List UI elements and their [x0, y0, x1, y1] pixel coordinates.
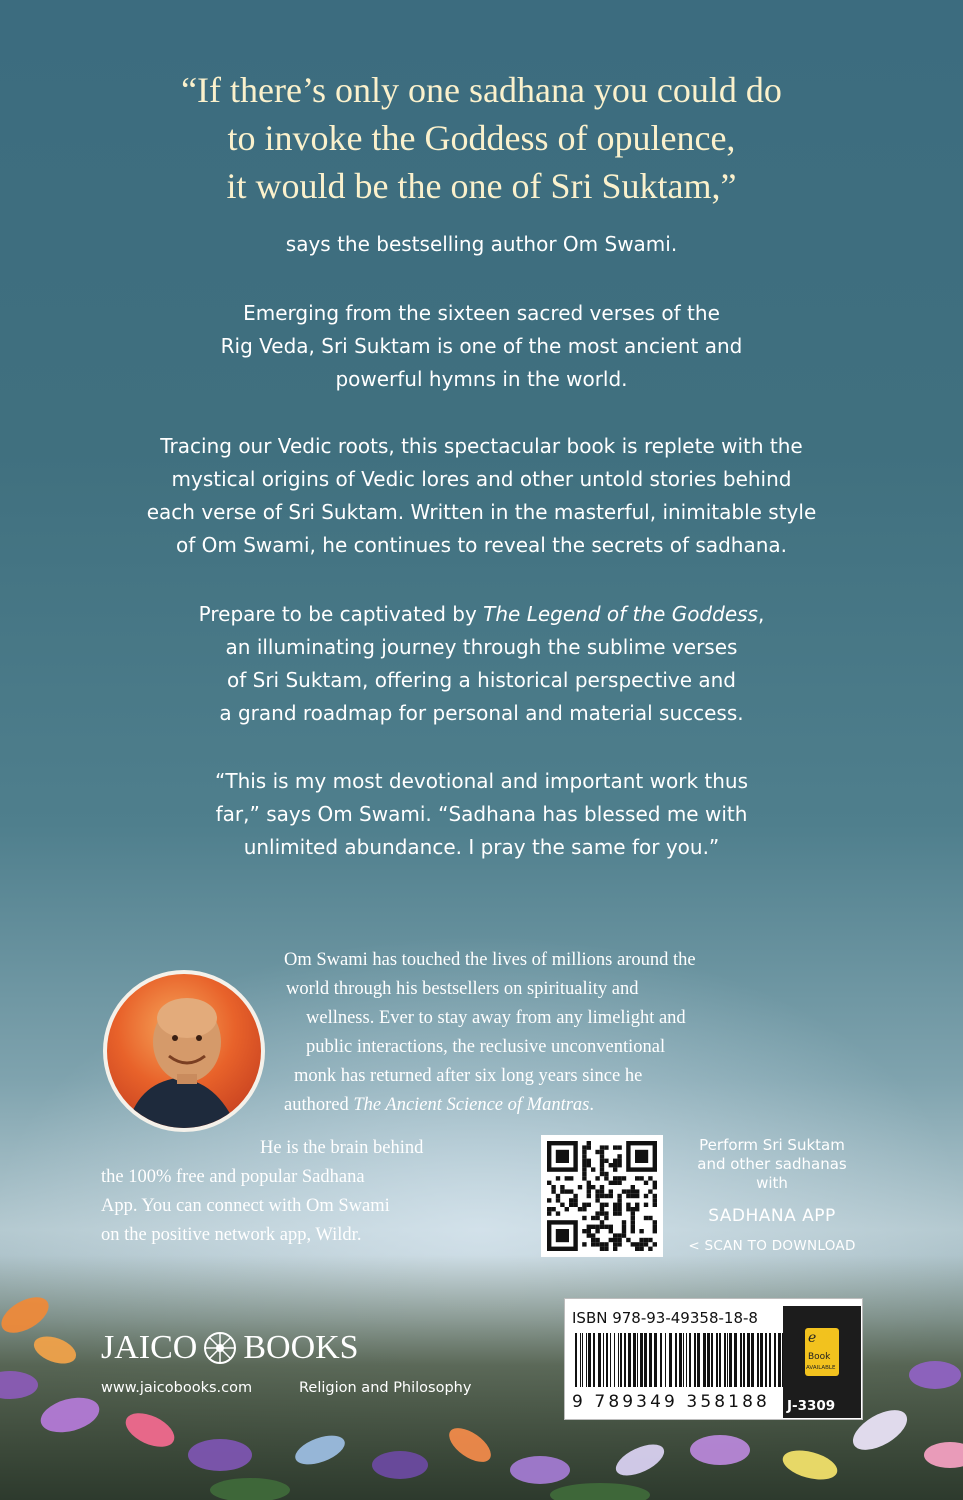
- book-title: The Legend of the Goddess: [483, 602, 758, 626]
- qr-code[interactable]: [541, 1135, 663, 1257]
- author-bio-continued: He is the brain behind the 100% free and popular Sadhana App. You can connect with Om Swami on the positive network app, Wildr.: [101, 1138, 424, 1245]
- publisher-wheel-icon: [203, 1331, 237, 1365]
- attribution: says the bestselling author Om Swami.: [285, 232, 678, 256]
- app-name: SADHANA APP: [708, 1206, 836, 1226]
- ebook-icon: e Book AVAILABLE: [805, 1328, 839, 1376]
- quote-line: to invoke the Goddess of opulence,: [227, 118, 736, 158]
- barcode-digits: 9 789349 358188: [572, 1392, 770, 1412]
- app-cta: Perform Sri Suktam and other sadhanas with: [697, 1136, 847, 1192]
- book-category: Religion and Philosophy: [299, 1380, 472, 1396]
- blurb-paragraph-3: Prepare to be captivated by The Legend of the Goddess, an illuminating journey through the sublime verses of Sri Suktam, offering a historical perspective and a grand roadmap for personal and material success.: [198, 602, 765, 725]
- blurb-paragraph-1: Emerging from the sixteen sacred verses of the Rig Veda, Sri Suktam is one of the most ancient and powerful hymns in the world.: [220, 301, 743, 391]
- barcode-icon: [573, 1333, 787, 1387]
- publisher-name-left: JAICO: [101, 1329, 198, 1366]
- isbn: ISBN 978-93-49358-18-8: [572, 1309, 758, 1327]
- book-code: J-3309: [787, 1398, 836, 1414]
- author-bio: Om Swami has touched the lives of millions around the world through his bestsellers on spirituality and wellness. Ever to stay away from any limelight and public interactions, the reclusive unconventional monk has returned after six long years since he authored The Ancient Science of Mantras.: [284, 950, 696, 1115]
- scan-to-download-label: < SCAN TO DOWNLOAD: [688, 1238, 856, 1254]
- author-photo: [103, 970, 265, 1132]
- author-quote: “This is my most devotional and important work thus far,” says Om Swami. “Sadhana has blessed me with unlimited abundance. I pray the same for you.”: [214, 769, 748, 859]
- quote-line: it would be the one of Sri Suktam,”: [226, 166, 737, 206]
- pull-quote: [60, 66, 903, 210]
- publisher-logo: [101, 1326, 359, 1370]
- publisher-url[interactable]: www.jaicobooks.com: [101, 1380, 253, 1396]
- qr-code-icon: [541, 1135, 663, 1257]
- publisher-name-right: BOOKS: [243, 1329, 359, 1366]
- blurb-paragraph-2: Tracing our Vedic roots, this spectacular book is replete with the mystical origins of Vedic lores and other untold stories behind each verse of Sri Suktam. Written in the masterful, inimitable style of Om Swami, he continues to reveal the secrets of sadhana.: [146, 434, 817, 557]
- quote-line: “If there’s only one sadhana you could do: [181, 70, 782, 110]
- author-portrait-icon: [107, 974, 261, 1128]
